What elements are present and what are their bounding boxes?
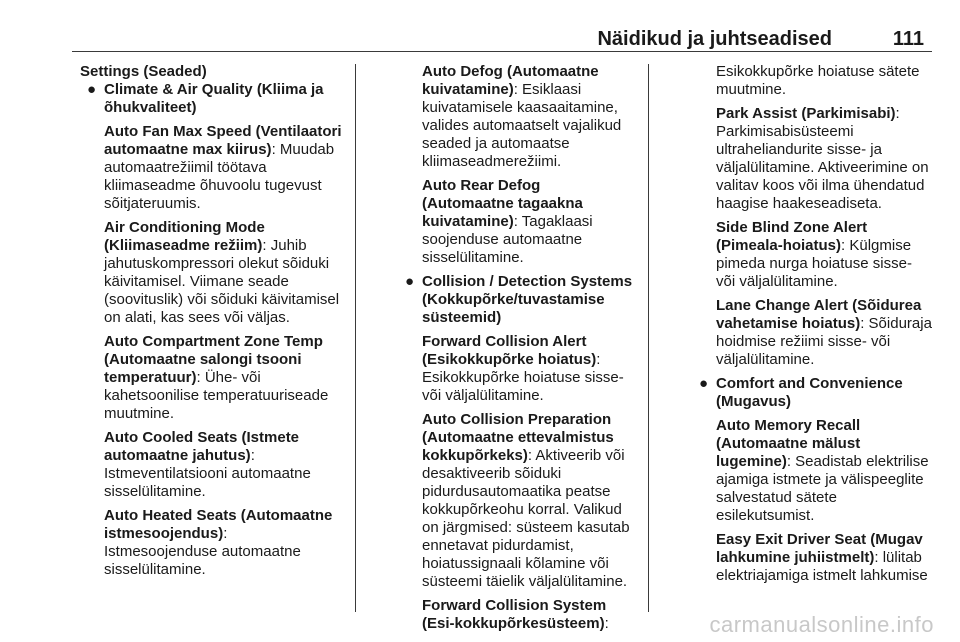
setting-title: Forward Collision Alert (Esikokkupõrke hoiatus) [422,333,597,368]
bullet-icon: ● [86,81,96,98]
bullet-icon: ● [404,273,414,290]
bullet-item-climate [80,81,342,117]
setting-text: : lülitab elektriajamiga istmelt lahkumise [716,549,928,584]
setting-entry [80,333,342,423]
setting-entry [80,429,342,501]
column-1 [80,63,342,579]
bullet-icon: ● [698,375,708,392]
setting-entry [398,63,634,171]
setting-title: Park Assist (Parkimisabi) [716,105,896,122]
setting-text: Esikokkupõrke hoiatuse sätete muutmine. [716,63,920,98]
setting-text: : Ühe- või kahetsoonilise temperatuuriseade muutmine. [104,369,329,422]
setting-entry [692,105,932,213]
column-3 [692,63,932,585]
watermark: carmanualsonline.info [709,612,934,637]
setting-text: : Seadistab elektrilise ajamiga istmete ja välispeeglite salvestatud sätete esilekutsumist. [716,453,929,524]
setting-text: : [604,615,609,632]
section-title: Settings (Seaded) [80,63,207,80]
page-number: 111 [892,28,924,50]
setting-text: : Esikokkupõrke hoiatuse sisse- või väljalülitamine. [422,351,624,404]
setting-text: : Istmeventilatsiooni automaatne sisselülitamine. [104,447,311,500]
bullet-item-comfort [692,375,932,411]
setting-title: Forward Collision System (Esi-kokkupõrkesüsteem) [422,597,607,632]
setting-title: Auto Cooled Seats (Istmete automaatne jahutus) [104,429,300,464]
setting-title: Auto Heated Seats (Automaatne istmesoojendus) [104,507,333,542]
setting-title: Auto Collision Preparation (Automaatne ettevalmistus kokkupõrkeks) [422,411,614,464]
column-2 [398,63,634,633]
setting-title: Auto Memory Recall (Automaatne mälust lugemine) [716,417,861,470]
setting-text: : Aktiveerib või desaktiveerib sõiduki pidurdusautomaatika peatse kokkupõrkeohu korral. Valikud on järgmised: süsteem kasutab ennetavat pidurdamist, hoiatussignaali kõlamine või süsteemi täielik väljalülitamine. [422,447,630,590]
header-rule [72,51,932,52]
setting-title: Auto Compartment Zone Temp (Automaatne salongi tsooni temperatuur) [104,333,323,386]
setting-title: Easy Exit Driver Seat (Mugav lahkumine juhiistmelt) [716,531,923,566]
setting-entry [692,417,932,525]
setting-entry [692,297,932,369]
setting-title: Auto Fan Max Speed (Ventilaatori automaatne max kiirus) [104,123,342,158]
setting-text: : Istmesoojenduse automaatne sisselülitamine. [104,525,301,578]
setting-entry [692,63,932,99]
setting-text: : Muudab automaatrežiimil töötava kliimaseadme õhuvoolu tugevust sõitjateruumis. [104,141,335,212]
setting-title: Air Conditioning Mode (Kliimaseadme režiim) [104,219,265,254]
setting-entry [80,219,342,327]
setting-text: : Sõiduraja hoidmise režiimi sisse- või väljalülitamine. [716,315,932,368]
setting-title: Lane Change Alert (Sõidurea vahetamise hoiatus) [716,297,922,332]
setting-entry [80,123,342,213]
setting-text: : Parkimisabisüsteemi ultraheliandurite sisse- ja väljalülitamine. Aktiveerimine on valitav koos või ilma ühendatud haagise haakeseadiseta. [716,105,929,212]
group-label: Collision / Detection Systems (Kokkupõrke/tuvastamise süsteemid) [422,273,633,326]
setting-entry [398,597,634,633]
setting-title: Auto Rear Defog (Automaatne tagaakna kuivatamine) [422,177,583,230]
setting-text: : Esiklaasi kuivatamisele kaasaaitamine, valides automaatselt vajalikud seaded ja automaatse kliimaseadmerežiimi. [422,81,622,170]
setting-entry [80,507,342,579]
setting-title: Side Blind Zone Alert (Pimeala-hoiatus) [716,219,868,254]
group-label: Comfort and Convenience (Mugavus) [716,375,903,410]
setting-text: : Tagaklaasi soojenduse automaatne sisselülitamine. [422,213,593,266]
column-divider-1 [355,64,356,612]
setting-entry [692,219,932,291]
setting-entry [692,531,932,585]
setting-title: Auto Defog (Automaatne kuivatamine) [422,63,599,98]
chapter-title: Näidikud ja juhtseadised [597,28,832,50]
setting-text: : Juhib jahutuskompressori olekut sõiduki käivitamisel. Viimane seade (soovituslik) või sõiduki käivitamisel on alati, kas sees või väljas. [104,237,340,326]
setting-entry [398,411,634,591]
bullet-item-collision [398,273,634,327]
setting-entry [398,333,634,405]
setting-entry [398,177,634,267]
setting-text: : Külgmise pimeda nurga hoiatuse sisse- või väljalülitamine. [716,237,912,290]
group-label: Climate & Air Quality (Kliima ja õhukvaliteet) [104,81,324,116]
column-divider-2 [648,64,649,612]
